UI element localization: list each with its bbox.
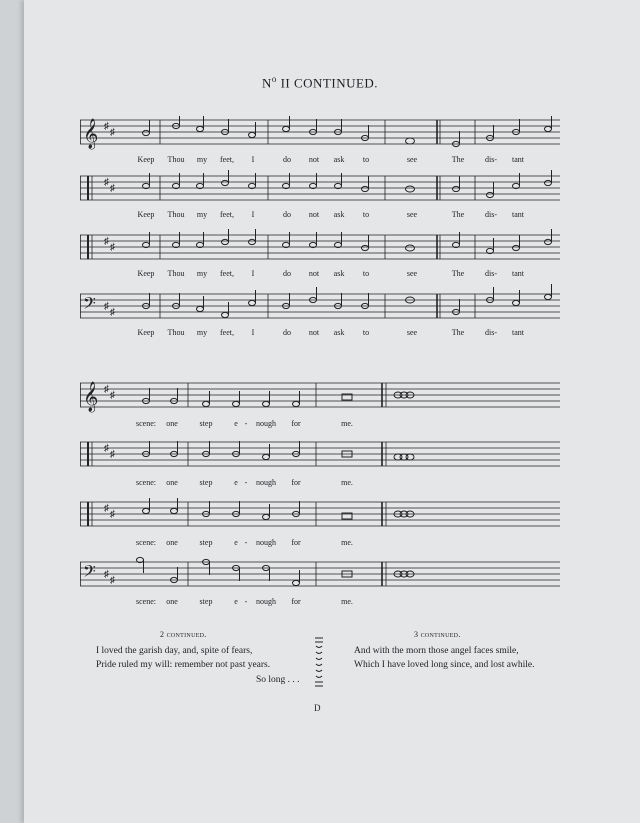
svg-text:♯: ♯	[104, 569, 109, 580]
page-signature: D	[314, 703, 321, 713]
divider-ornament	[314, 636, 324, 688]
svg-text:𝄢: 𝄢	[83, 563, 96, 585]
svg-text:♯: ♯	[104, 301, 109, 312]
verse-3-line-1: And with the morn those angel faces smile,	[354, 646, 519, 656]
svg-text:♯: ♯	[104, 384, 109, 395]
verse-2-line-2: Pride ruled my will: remember not past years.	[96, 660, 271, 670]
notes-system-1	[80, 116, 560, 326]
svg-text:♯: ♯	[110, 390, 115, 401]
verse-3-heading: 3 continued.	[414, 630, 461, 639]
page-title: $N^o$ II CONTINUED.	[261, 74, 379, 91]
page-spine	[0, 0, 24, 823]
verse-3-line-2: Which I have loved long since, and lost awhile.	[354, 660, 535, 670]
svg-text:𝄞: 𝄞	[83, 119, 99, 148]
svg-text:♯: ♯	[104, 121, 109, 132]
svg-text:𝄢: 𝄢	[83, 295, 96, 317]
svg-text:♯: ♯	[104, 503, 109, 514]
svg-text:♯: ♯	[110, 242, 115, 253]
verse-2-line-1: I loved the garish day, and, spite of fears,	[96, 646, 253, 656]
verse-2-heading: 2 continued.	[160, 630, 207, 639]
svg-text:♯: ♯	[110, 127, 115, 138]
svg-text:♯: ♯	[110, 575, 115, 586]
svg-text:♯: ♯	[104, 236, 109, 247]
svg-text:♯: ♯	[110, 307, 115, 318]
svg-text:𝄞: 𝄞	[83, 382, 99, 411]
svg-text:♯: ♯	[110, 449, 115, 460]
svg-text:♯: ♯	[110, 183, 115, 194]
svg-text:♯: ♯	[110, 509, 115, 520]
svg-text:♯: ♯	[104, 443, 109, 454]
svg-text:♯: ♯	[104, 177, 109, 188]
verse-2-ending: So long . . .	[256, 675, 300, 685]
